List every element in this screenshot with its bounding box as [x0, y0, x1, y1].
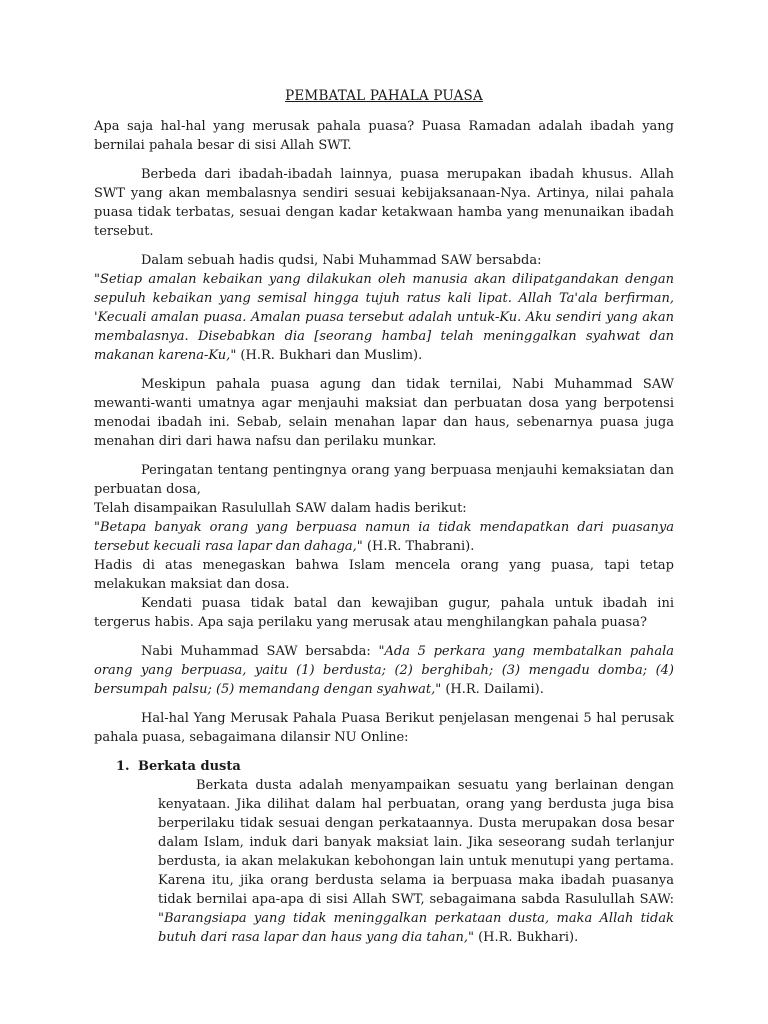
paragraph-menegaskan: Hadis di atas menegaskan bahwa Islam mencela orang yang puasa, tapi tetap melakukan maksiat dan dosa. [94, 558, 674, 592]
lima-perkara-intro: Nabi Muhammad SAW bersabda: [141, 644, 379, 659]
list-item-heading [116, 757, 674, 776]
paragraph-intro: Apa saja hal-hal yang merusak pahala puasa? Puasa Ramadan adalah ibadah yang bernilai pahala besar di sisi Allah SWT. [94, 119, 674, 153]
paragraph-hadis-qudsi-intro: Dalam sebuah hadis qudsi, Nabi Muhammad SAW bersabda: [141, 253, 542, 268]
document-body [94, 87, 674, 947]
list-item-berkata-dusta [94, 757, 674, 947]
berkata-dusta-text: Berkata dusta adalah menyampaikan sesuatu yang berlainan dengan kenyataan. Jika dilihat dalam hal perbuatan, orang yang berdusta juga bisa berperilaku tidak sesuai dengan perkataannya. Dusta merupakan dosa besar dalam Islam, induk dari banyak maksiat lain. Jika seseorang sudah terlanjur berdusta, ia akan melakukan kebohongan lain untuk menutupi yang pertama. Karena itu, jika orang berdusta selama ia berpuasa maka ibadah puasanya tidak bernilai apa-apa di sisi Allah SWT, sebagaimana sabda Rasulullah SAW: [158, 778, 674, 907]
document-title: PEMBATAL PAHALA PUASA [285, 88, 483, 104]
list-item-title: Berkata dusta [138, 759, 241, 774]
paragraph-khusus: Berbeda dari ibadah-ibadah lainnya, puasa merupakan ibadah khusus. Allah SWT yang akan membalasnya sendiri sesuai kebijaksanaan-Nya. Artinya, nilai pahala puasa tidak terbatas, sesuai dengan kadar ketakwaan hamba yang menunaikan ibadah tersebut. [94, 167, 674, 239]
thabrani-quote: "Betapa banyak orang yang berpuasa namun ia tidak mendapatkan dari puasanya tersebut kecuali rasa lapar dan dahaga," [94, 520, 674, 554]
paragraph-kendati: Kendati puasa tidak batal dan kewajiban gugur, pahala untuk ibadah ini tergerus habis. Apa saja perilaku yang merusak atau menghilangkan pahala puasa? [94, 596, 674, 630]
list-item-number: 1. [116, 759, 130, 774]
thabrani-source: (H.R. Thabrani). [362, 539, 475, 554]
paragraph-hadis-thabrani [94, 518, 674, 556]
paragraph-mewanti: Meskipun pahala puasa agung dan tidak ternilai, Nabi Muhammad SAW mewanti-wanti umatnya agar menjauhi maksiat dan perbuatan dosa yang berpotensi menodai ibadah ini. Sebab, selain menahan lapar dan haus, sebenarnya puasa juga menahan diri dari hawa nafsu dan perilaku munkar. [94, 377, 674, 449]
berkata-dusta-source: (H.R. Bukhari). [473, 930, 579, 945]
hadis-qudsi-source: (H.R. Bukhari dan Muslim). [236, 348, 423, 363]
paragraph-lima-perkara [94, 642, 674, 699]
list-item-body [138, 776, 674, 947]
hadis-qudsi-quote: "Setiap amalan kebaikan yang dilakukan oleh manusia akan dilipatgandakan dengan sepuluh kebaikan yang semisal hingga tujuh ratus kali lipat. Allah Ta'ala berfirman, 'Kecuali amalan puasa. Amalan puasa tersebut adalah untuk-Ku. Aku sendiri yang akan membalasnya. Disebabkan dia [seorang hamba] telah meninggalkan syahwat dan makanan karena-Ku," [94, 272, 674, 363]
lima-perkara-source: (H.R. Dailami). [441, 682, 544, 697]
paragraph-hadis-qudsi [94, 270, 674, 365]
paragraph-disampaikan: Telah disampaikan Rasulullah SAW dalam hadis berikut: [94, 501, 467, 516]
paragraph-peringatan: Peringatan tentang pentingnya orang yang berpuasa menjauhi kemaksiatan dan perbuatan dosa, [94, 463, 674, 497]
list-item-text [158, 776, 674, 947]
berkata-dusta-quote: "Barangsiapa yang tidak meninggalkan perkataan dusta, maka Allah tidak butuh dari rasa lapar dan haus yang dia tahan," [158, 911, 674, 945]
lima-perkara-quote: "Ada 5 perkara yang membatalkan pahala orang yang berpuasa, yaitu (1) berdusta; (2) berghibah; (3) mengadu domba; (4) bersumpah palsu; (5) memandang dengan syahwat," [94, 644, 674, 697]
paragraph-penjelasan: Hal-hal Yang Merusak Pahala Puasa Berikut penjelasan mengenai 5 hal perusak pahala puasa, sebagaimana dilansir NU Online: [94, 711, 674, 745]
